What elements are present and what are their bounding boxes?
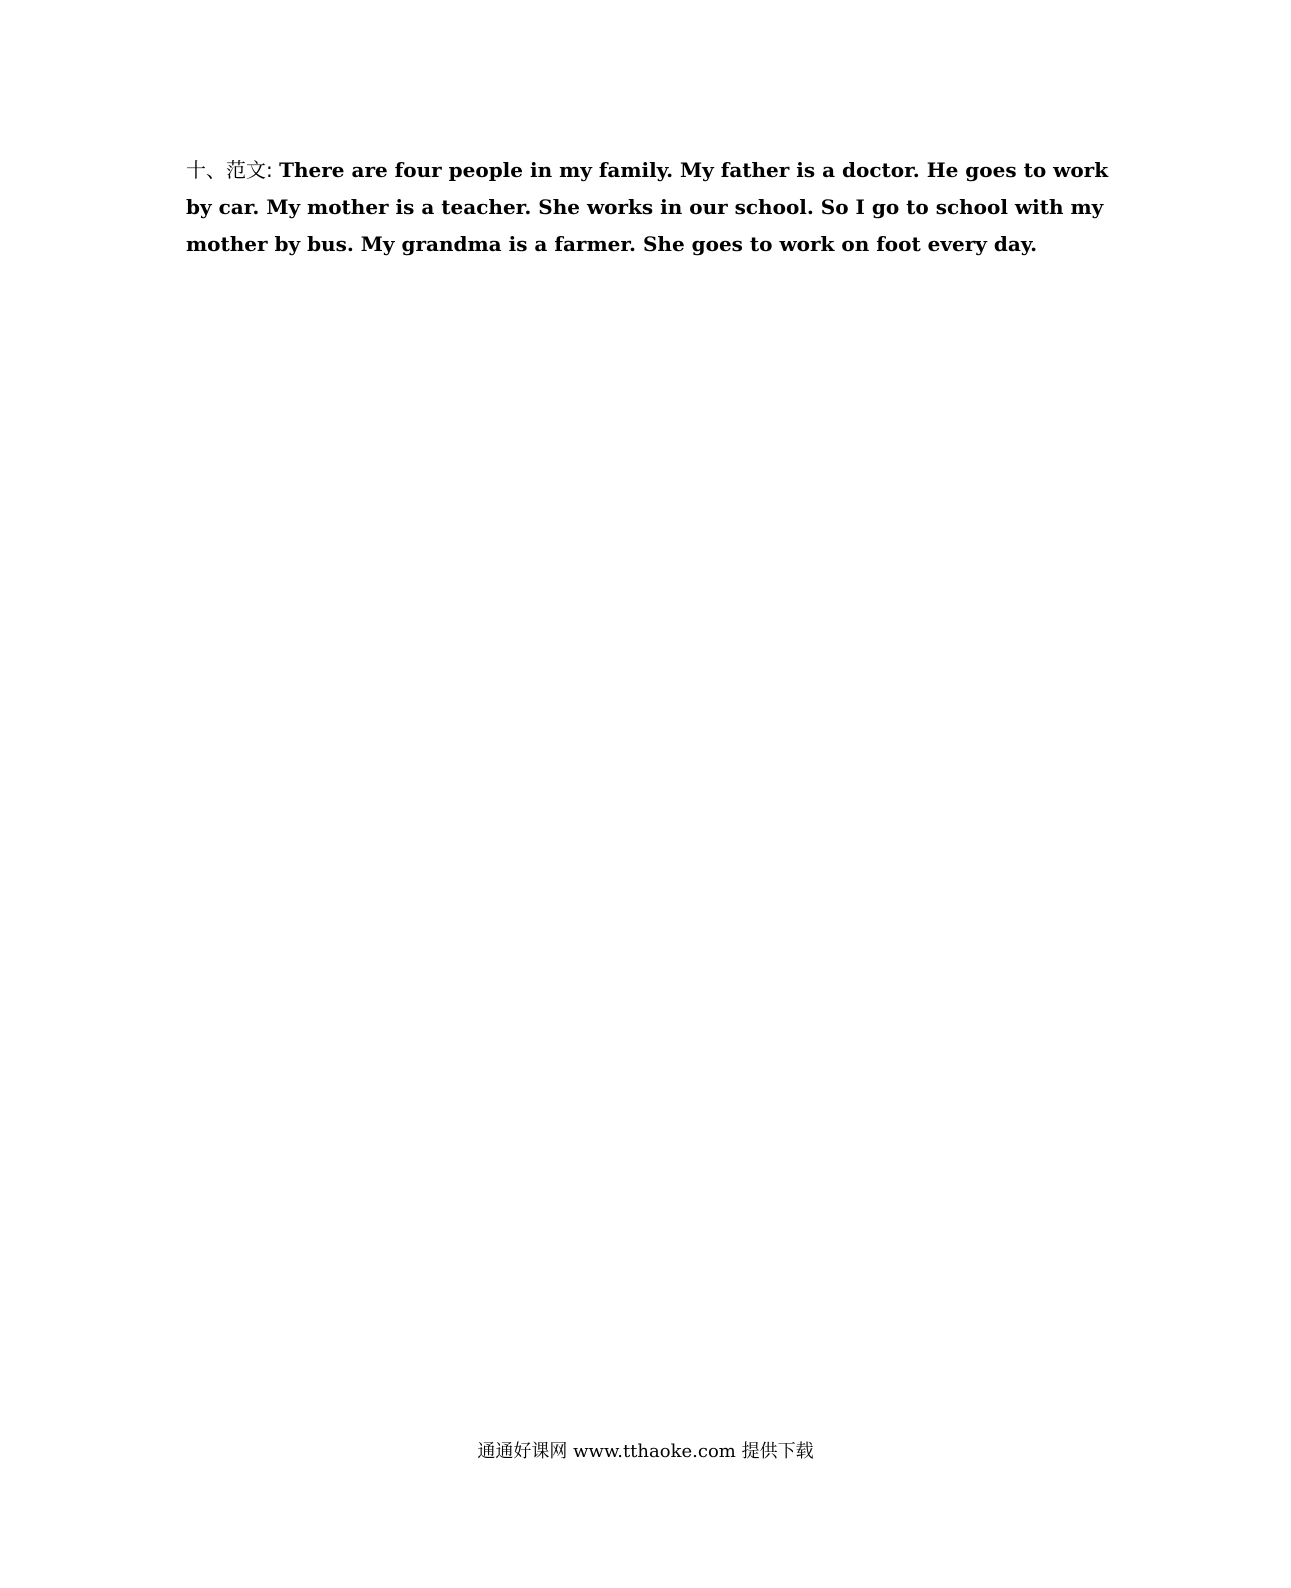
model-essay xyxy=(186,152,1109,263)
essay-line-3 xyxy=(186,226,1076,263)
essay-line-2 xyxy=(186,189,1104,226)
essay-text-line-3: mother by bus. My grandma is a farmer. She goes to work on foot every day. xyxy=(186,232,1038,256)
essay-text-line-2: by car. My mother is a teacher. She works in our school. So I go to school with my xyxy=(186,195,1104,219)
footer-site-name: 通通好课网 xyxy=(477,1441,568,1462)
essay-text-line-1: There are four people in my family. My father is a doctor. He goes to work xyxy=(279,158,1109,182)
footer-suffix: 提供下载 xyxy=(741,1441,814,1462)
page-footer xyxy=(0,1438,1291,1466)
essay-line-1 xyxy=(186,152,1109,189)
section-label: 十、范文: xyxy=(186,158,273,182)
footer-url[interactable]: www.tthaoke.com xyxy=(573,1441,736,1462)
